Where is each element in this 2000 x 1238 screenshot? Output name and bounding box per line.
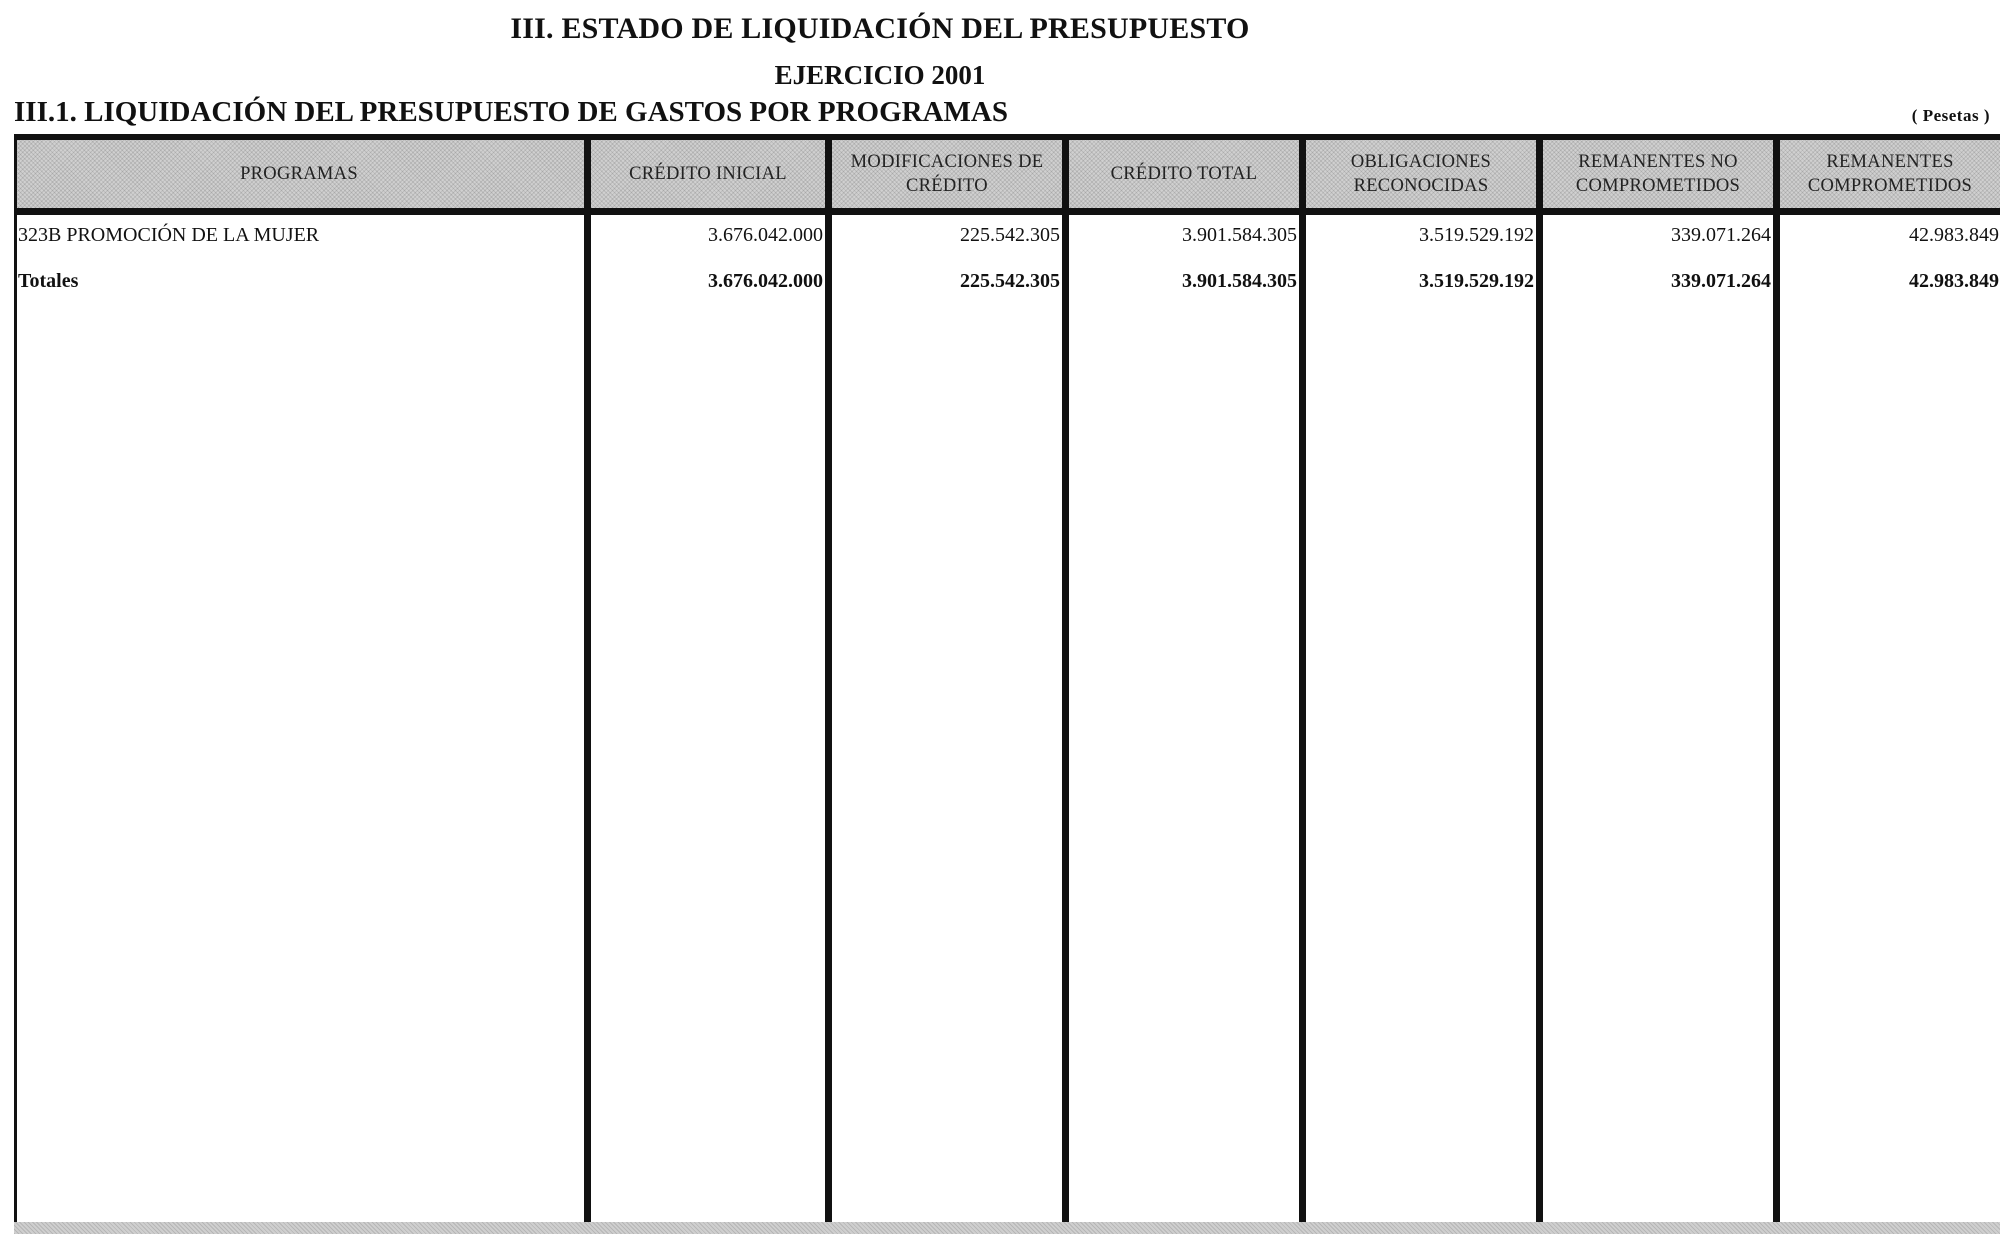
totals-modificaciones: 225.542.305 [960,270,1060,292]
row-remanentes-no-comprometidos: 339.071.264 [1671,224,1771,246]
totals-credito-total: 3.901.584.305 [1182,270,1297,292]
table-bottom-band [14,1222,2000,1234]
totals-obligaciones: 3.519.529.192 [1419,270,1534,292]
table-row [14,218,2000,252]
column-rule [1062,140,1069,1222]
column-rule [584,140,591,1222]
column-rule [825,140,832,1222]
row-credito-inicial: 3.676.042.000 [708,224,823,246]
totals-remanentes-no-comprometidos: 339.071.264 [1671,270,1771,292]
row-modificaciones: 225.542.305 [960,224,1060,246]
column-rule [1773,140,1780,1222]
document-title: III. ESTADO DE LIQUIDACIÓN DEL PRESUPUESTO [510,12,1250,45]
units-label: ( Pesetas ) [1911,106,1990,125]
column-rule [1299,140,1306,1222]
row-remanentes-comprometidos: 42.983.849 [1909,224,1999,246]
column-header-programas: PROGRAMAS [240,164,358,184]
column-header-obligaciones: OBLIGACIONES RECONOCIDAS [1350,152,1492,196]
column-header-remanentes-comprometidos: REMANENTES COMPROMETIDOS [1807,152,1973,196]
row-obligaciones: 3.519.529.192 [1419,224,1534,246]
totals-row [14,264,2000,298]
totals-credito-inicial: 3.676.042.000 [708,270,823,292]
column-header-credito-inicial: CRÉDITO INICIAL [629,164,787,184]
column-header-credito-total: CRÉDITO TOTAL [1110,164,1258,184]
totals-remanentes-comprometidos: 42.983.849 [1909,270,1999,292]
column-header-modificaciones: MODIFICACIONES DE CRÉDITO [850,152,1044,196]
totals-label: Totales [18,270,79,292]
section-title: III.1. LIQUIDACIÓN DEL PRESUPUESTO DE GASTOS POR PROGRAMAS [14,96,1008,128]
document-subtitle: EJERCICIO 2001 [774,60,986,90]
row-credito-total: 3.901.584.305 [1182,224,1297,246]
row-programa: 323B PROMOCIÓN DE LA MUJER [18,224,320,246]
column-header-remanentes-no-comprometidos: REMANENTES NO COMPROMETIDOS [1575,152,1741,196]
budget-table [14,134,2000,1234]
column-rule [1536,140,1543,1222]
column-rule [14,140,17,1222]
